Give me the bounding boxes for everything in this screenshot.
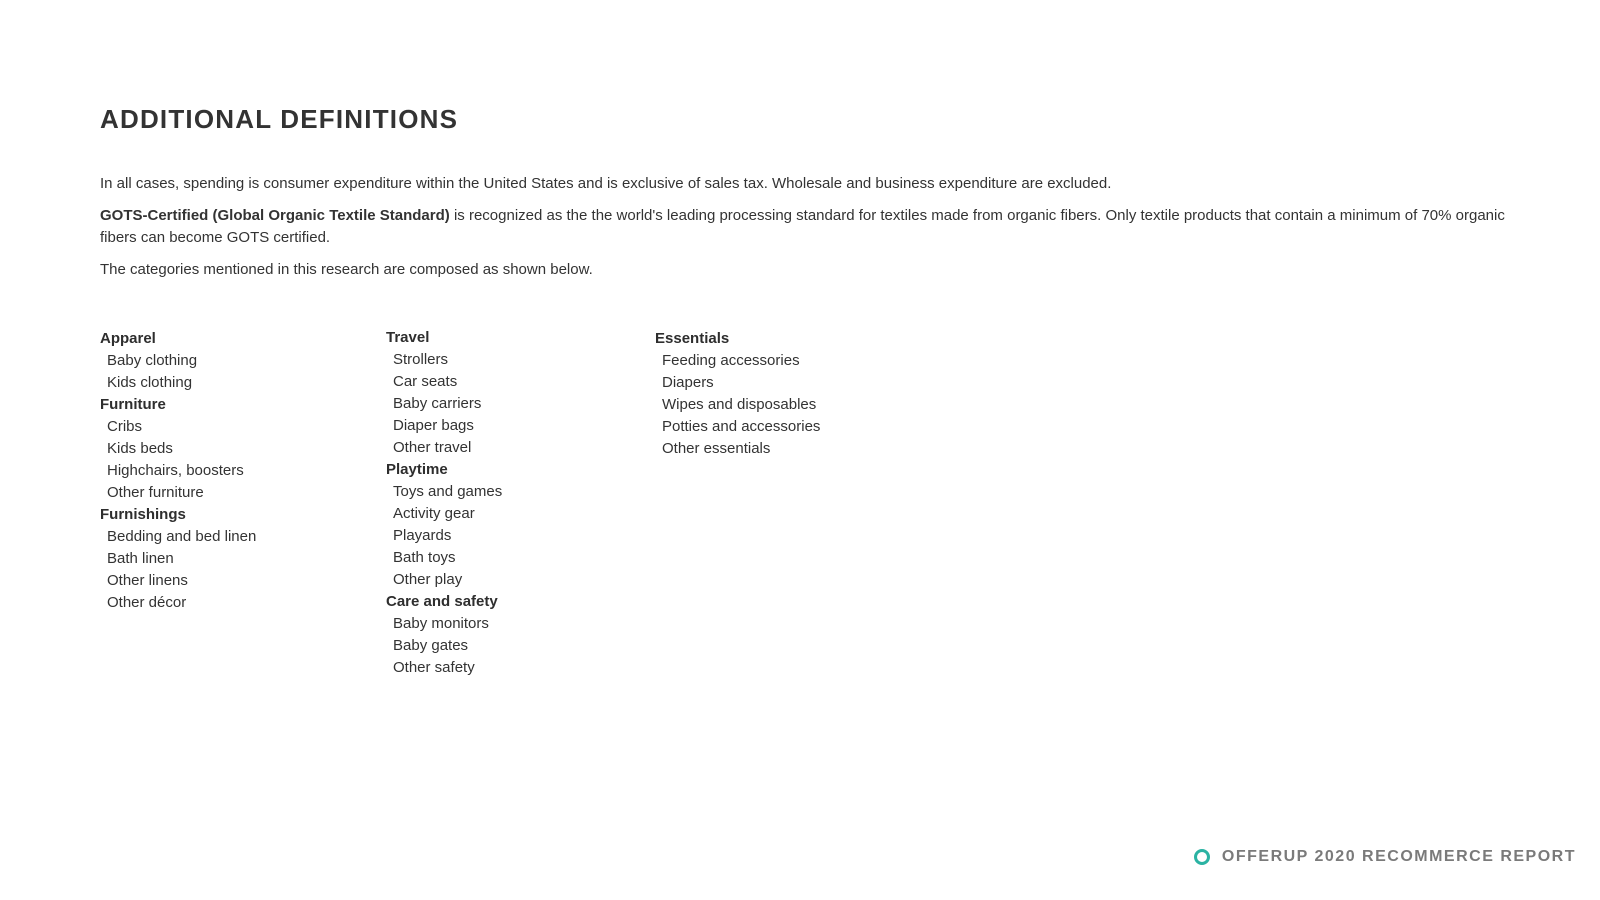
category-item: Diaper bags xyxy=(393,417,474,434)
category-group-playtime xyxy=(386,459,666,591)
category-item: Other décor xyxy=(107,594,187,611)
category-column-2 xyxy=(386,327,666,679)
category-item: Other linens xyxy=(107,572,188,589)
category-item: Diapers xyxy=(662,374,714,391)
category-item: Wipes and disposables xyxy=(662,396,817,413)
category-item: Kids clothing xyxy=(107,374,193,391)
category-group-care-and-safety xyxy=(386,591,666,679)
category-item: Highchairs, boosters xyxy=(107,462,244,479)
category-group-apparel xyxy=(100,328,380,394)
category-item: Feeding accessories xyxy=(662,352,800,369)
category-group-title: Travel xyxy=(386,329,430,346)
category-group-essentials xyxy=(655,328,935,460)
category-item: Cribs xyxy=(107,418,143,435)
category-item: Strollers xyxy=(393,351,449,368)
category-item: Other play xyxy=(393,571,463,588)
intro-section xyxy=(100,173,1520,291)
category-item: Bedding and bed linen xyxy=(107,528,257,545)
category-item: Toys and games xyxy=(393,483,503,500)
category-item: Baby carriers xyxy=(393,395,482,412)
category-column-1 xyxy=(100,328,380,614)
category-item: Car seats xyxy=(393,373,458,390)
ring-logo-icon xyxy=(1194,849,1210,865)
category-item: Bath linen xyxy=(107,550,174,567)
category-group-title: Playtime xyxy=(386,461,448,478)
category-group-title: Furniture xyxy=(100,396,166,413)
category-item: Other travel xyxy=(393,439,472,456)
category-item: Other safety xyxy=(393,659,475,676)
category-item: Potties and accessories xyxy=(662,418,821,435)
category-group-travel xyxy=(386,327,666,459)
spending-definition-paragraph: In all cases, spending is consumer expenditure within the United States and is exclusive of sales tax. Wholesale and business expenditure are excluded. xyxy=(100,175,1112,192)
category-group-title: Apparel xyxy=(100,330,156,347)
gots-description: is recognized as the the world's leading processing standard for textiles made from organic fibers. Only textile products that contain a minimum of 70% organic fibers can become GOTS certified. xyxy=(100,207,1505,246)
category-item: Baby monitors xyxy=(393,615,489,632)
category-item: Baby clothing xyxy=(107,352,198,369)
category-column-3 xyxy=(655,328,935,460)
gots-term: GOTS-Certified (Global Organic Textile Standard) xyxy=(100,207,450,224)
category-item: Playards xyxy=(393,527,452,544)
report-footer xyxy=(1194,848,1576,866)
gots-definition-paragraph xyxy=(100,205,1520,249)
report-name: OFFERUP 2020 RECOMMERCE REPORT xyxy=(1221,848,1576,865)
category-item: Other furniture xyxy=(107,484,204,501)
category-item: Other essentials xyxy=(662,440,771,457)
category-item: Baby gates xyxy=(393,637,469,654)
category-group-title: Essentials xyxy=(655,330,730,347)
category-item: Activity gear xyxy=(393,505,475,522)
category-item: Kids beds xyxy=(107,440,173,457)
category-group-furniture xyxy=(100,394,380,504)
category-group-furnishings xyxy=(100,504,380,614)
category-group-title: Care and safety xyxy=(386,593,498,610)
category-item: Bath toys xyxy=(393,549,456,566)
categories-intro-paragraph: The categories mentioned in this research are composed as shown below. xyxy=(100,261,593,278)
category-group-title: Furnishings xyxy=(100,506,186,523)
page-title: ADDITIONAL DEFINITIONS xyxy=(100,104,459,134)
